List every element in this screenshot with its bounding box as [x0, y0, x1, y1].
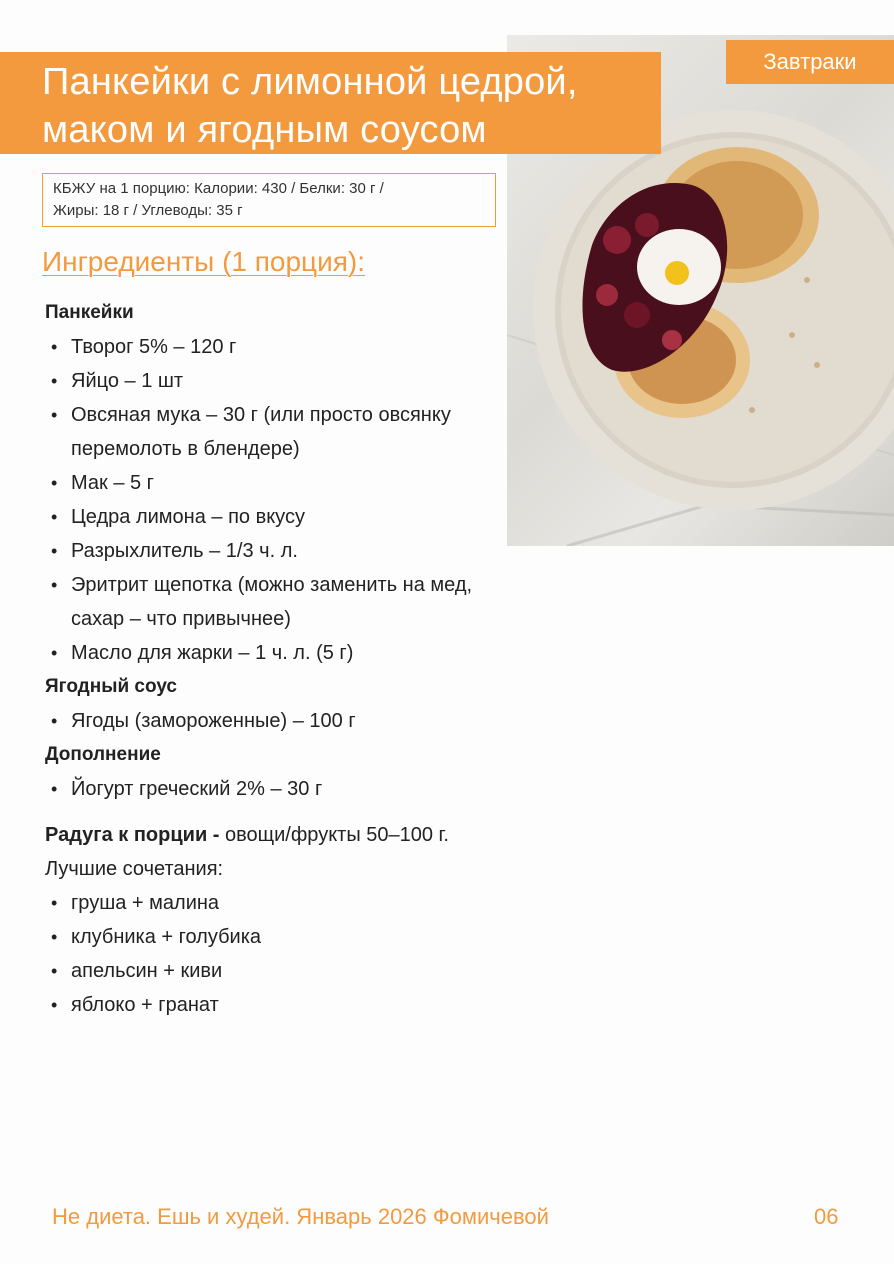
rainbow-line: [45, 818, 605, 852]
rainbow-label: Радуга к порции -: [45, 824, 220, 846]
list-item: • Йогурт греческий 2% – 30 г: [45, 772, 545, 806]
pancakes-subheading: Панкейки: [45, 302, 134, 323]
combos-list: [45, 886, 605, 1022]
extra-list: [45, 772, 545, 806]
category-badge: Завтраки: [726, 40, 894, 84]
sauce-list: [45, 704, 545, 738]
list-item: • Творог 5% – 120 г: [45, 330, 545, 364]
page-number: 06: [814, 1204, 839, 1229]
nutrition-box: КБЖУ на 1 порцию: Калории: 430 / Белки: 30 г / Жиры: 18 г / Углеводы: 35 г: [42, 173, 496, 227]
footer-text: Не диета. Ешь и худей. Январь 2026 Фомичевой: [52, 1204, 549, 1229]
list-item: • Мак – 5 г: [45, 466, 545, 500]
list-item: • клубника + голубика: [45, 920, 605, 954]
rainbow-text: овощи/фрукты 50–100 г.: [219, 824, 449, 846]
list-item: • яблоко + гранат: [45, 988, 605, 1022]
list-item: • Разрыхлитель – 1/3 ч. л.: [45, 534, 545, 568]
ingredients-heading: Ингредиенты (1 порция):: [42, 246, 365, 277]
list-item: • Цедра лимона – по вкусу: [45, 500, 545, 534]
list-item: • апельсин + киви: [45, 954, 605, 988]
list-item: • Масло для жарки – 1 ч. л. (5 г): [45, 636, 545, 670]
pancakes-list: [45, 330, 545, 670]
list-item: • Яйцо – 1 шт: [45, 364, 545, 398]
list-item: • Овсяная мука – 30 г (или просто овсянку перемолоть в блендере): [45, 398, 491, 466]
combos-label: Лучшие сочетания:: [45, 858, 224, 880]
rainbow-section: [45, 818, 605, 1022]
extra-subheading: Дополнение: [45, 744, 161, 765]
list-item: • груша + малина: [45, 886, 605, 920]
list-item: • Эритрит щепотка (можно заменить на мед, сахар – что привычнее): [45, 568, 491, 636]
recipe-title: Панкейки с лимонной цедрой, маком и ягодным соусом: [42, 61, 578, 151]
list-item: • Ягоды (замороженные) – 100 г: [45, 704, 545, 738]
sauce-subheading: Ягодный соус: [45, 676, 177, 697]
title-bar: [0, 52, 661, 154]
ingredients-section: [45, 296, 545, 806]
